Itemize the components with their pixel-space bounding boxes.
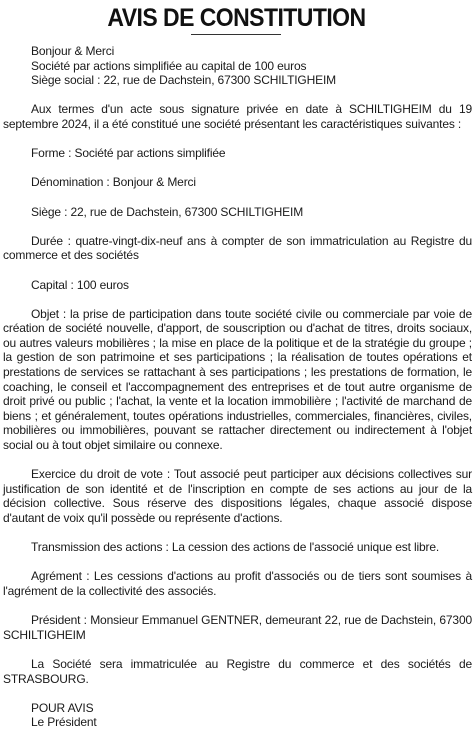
- transmission-paragraph: Transmission des actions : La cession des actions de l'associé unique est libre.: [31, 540, 440, 555]
- company-header: [3, 44, 472, 88]
- president-paragraph: Président : Monsieur Emmanuel GENTNER, demeurant 22, rue de Dachstein, 67300 SCHILTIGHEIM: [3, 613, 472, 642]
- signature-pour-avis: POUR AVIS: [31, 700, 94, 715]
- vote-paragraph: Exercice du droit de vote : Tout associé peut participer aux décisions collectives sur justification de son identité et de l'inscription en compte de ses actions au jour de la décision collective. Sous réserve des dispositions légales, chaque associé dispose d'autant de voix qu'il possède ou représente d'actions.: [3, 467, 472, 525]
- signature-block: [3, 701, 472, 730]
- company-name: Bonjour & Merci: [31, 44, 115, 58]
- siege-paragraph: Siège : 22, rue de Dachstein, 67300 SCHILTIGHEIM: [31, 204, 304, 219]
- duree-paragraph: Durée : quatre-vingt-dix-neuf ans à compter de son immatriculation au Registre du commerce et des sociétés: [3, 233, 472, 263]
- immatriculation-paragraph: La Société sera immatriculée au Registre du commerce et des sociétés de STRASBOURG.: [3, 656, 472, 686]
- notice-title: AVIS DE CONSTITUTION: [107, 4, 366, 32]
- company-form-capital: Société par actions simplifiée au capital de 100 euros: [31, 58, 307, 73]
- agrement-paragraph: Agrément : Les cessions d'actions au profit d'associés ou de tiers sont soumises à l'agrément de la collectivité des associés.: [3, 569, 472, 598]
- notice-body: [3, 44, 472, 730]
- objet-paragraph: Objet : la prise de participation dans toute société civile ou commerciale par voie de création de société nouvelle, d'apport, de souscription ou d'achat de titres, droits sociaux, ou autres valeurs mobilières ; la mise en place de la politique et de la stratégie du groupe ; la gestion de son patrimoine et ses participations ; la réalisation de toutes opérations et prestations de services se rattachant à ses participations ; les prestations de formation, le coaching, le conseil et l'accompagnement des entreprises et de tout autre organisme de droit privé ou public ; l'achat, la vente et la location immobilière ; l'activité de marchand de biens ; et généralement, toutes opérations industrielles, commerciales, financières, civiles, mobilières ou immobilières, pouvant se rattacher directement ou indirectement à l'objet social ou à tout objet similaire ou connexe.: [3, 306, 472, 453]
- title-underline: [191, 34, 281, 35]
- capital-paragraph: Capital : 100 euros: [31, 277, 129, 292]
- forme-paragraph: Forme : Société par actions simplifiée: [31, 146, 226, 161]
- signature-president: Le Président: [31, 715, 97, 730]
- company-seat: Siège social : 22, rue de Dachstein, 67300 SCHILTIGHEIM: [31, 73, 337, 88]
- denomination-paragraph: Dénomination : Bonjour & Merci: [31, 175, 196, 190]
- intro-paragraph: Aux termes d'un acte sous signature privée en date à SCHILTIGHEIM du 19 septembre 2024, il a été constitué une société présentant les caractéristiques suivantes :: [3, 102, 472, 131]
